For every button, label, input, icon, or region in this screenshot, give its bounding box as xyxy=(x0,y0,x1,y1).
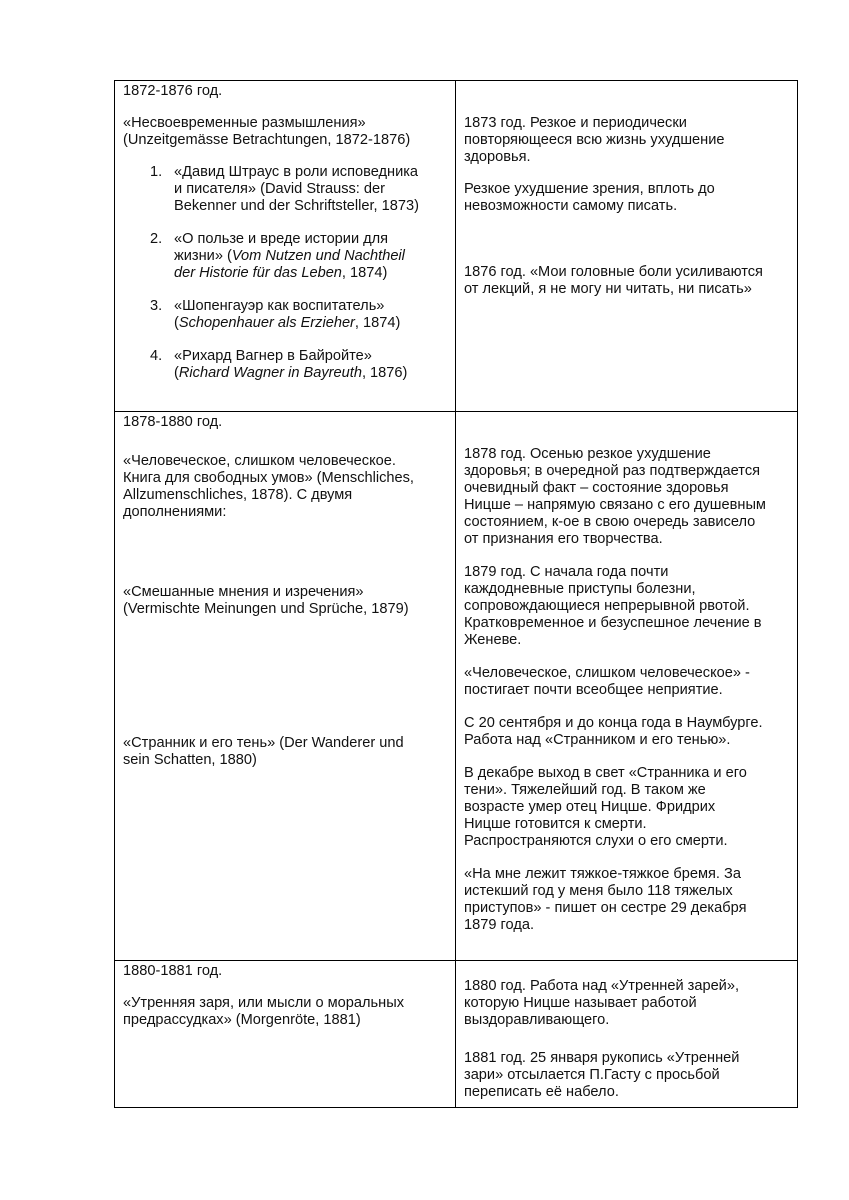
event-text: «На мне лежит тяжкое-тяжкое бремя. За xyxy=(464,866,741,882)
list-item-text: (Schopenhauer als Erzieher, 1874) xyxy=(174,315,401,331)
event-text: здоровья; в очередной раз подтверждается xyxy=(464,463,761,479)
work-text: «Смешанные мнения и изречения» xyxy=(123,584,364,600)
list-item-text: «Давид Штраус в роли исповедника xyxy=(174,164,419,180)
event-text: 1876 год. «Мои головные боли усиливаются xyxy=(464,264,763,280)
period-label: 1880-1881 год. xyxy=(123,963,223,979)
work-title: «Несвоевременные размышления» xyxy=(123,115,366,131)
list-item-text: der Historie für das Leben, 1874) xyxy=(174,265,388,281)
event-text: 1873 год. Резкое и периодически xyxy=(464,115,687,131)
event-text: В декабре выход в свет «Странника и его xyxy=(464,765,747,781)
work-text: Allzumenschliches, 1878). С двумя xyxy=(123,487,353,503)
list-item-text: Bekenner und der Schriftsteller, 1873) xyxy=(174,198,419,214)
row3-right-cell xyxy=(456,961,798,1108)
list-item-text: (Richard Wagner in Bayreuth, 1876) xyxy=(174,365,408,381)
event-text: которую Ницше называет работой xyxy=(464,995,697,1011)
event-text: постигает почти всеобщее неприятие. xyxy=(464,682,723,698)
event-text: приступов» - пишет он сестре 29 декабря xyxy=(464,900,747,916)
chronology-table xyxy=(114,80,798,1108)
event-text: каждодневные приступы болезни, xyxy=(464,581,696,597)
list-item-text: «Рихард Вагнер в Байройте» xyxy=(174,348,372,364)
event-text: С 20 сентября и до конца года в Наумбурге. xyxy=(464,715,763,731)
work-text: Книга для свободных умов» (Menschliches, xyxy=(123,470,414,486)
event-text: тени». Тяжелейший год. В таком же xyxy=(464,782,706,798)
table-row-1878-1880 xyxy=(115,412,798,961)
work-text: «Странник и его тень» (Der Wanderer und xyxy=(123,735,404,751)
row2-right-cell xyxy=(456,412,798,961)
period-label: 1872-1876 год. xyxy=(123,83,223,99)
event-text: зари» отсылается П.Гасту с просьбой xyxy=(464,1067,720,1083)
event-text: сопровождающиеся непрерывной рвотой. xyxy=(464,598,750,614)
work-text: дополнениями: xyxy=(123,504,227,520)
event-text: 1879 год. С начала года почти xyxy=(464,564,669,580)
event-text: от лекций, я не могу ни читать, ни писать» xyxy=(464,281,752,297)
event-text: Распространяются слухи о его смерти. xyxy=(464,833,728,849)
row1-right-cell xyxy=(456,81,798,412)
list-item-text: жизни» (Vom Nutzen und Nachtheil xyxy=(174,248,405,264)
list-item-text: «О пользе и вреде истории для xyxy=(174,231,389,247)
row2-left-cell xyxy=(115,412,456,961)
event-text: Работа над «Странником и его тенью». xyxy=(464,732,731,748)
row3-left-cell xyxy=(115,961,456,1108)
event-text: от признания его творчества. xyxy=(464,531,663,547)
list-number: 3. xyxy=(150,298,163,314)
work-text: «Человеческое, слишком человеческое. xyxy=(123,453,396,469)
work-text: (Vermischte Meinungen und Sprüche, 1879) xyxy=(123,601,409,617)
event-text: «Человеческое, слишком человеческое» - xyxy=(464,665,750,681)
event-text: состоянием, к-ое в свою очередь зависело xyxy=(464,514,756,530)
event-text: здоровья. xyxy=(464,149,531,165)
row1-left-cell xyxy=(115,81,456,412)
event-text: истекший год у меня было 118 тяжелых xyxy=(464,883,733,899)
work-text: «Утренняя заря, или мысли о моральных xyxy=(123,995,404,1011)
list-number: 1. xyxy=(150,164,163,180)
event-text: Кратковременное и безуспешное лечение в xyxy=(464,615,762,631)
event-text: невозможности самому писать. xyxy=(464,198,678,214)
event-text: 1880 год. Работа над «Утренней зарей», xyxy=(464,978,740,994)
work-text: sein Schatten, 1880) xyxy=(123,752,257,768)
work-title-original: (Unzeitgemässe Betrachtungen, 1872-1876) xyxy=(123,132,411,148)
work-text: предрассудках» (Morgenröte, 1881) xyxy=(123,1012,361,1028)
list-number: 2. xyxy=(150,231,163,247)
event-text: очевидный факт – состояние здоровья xyxy=(464,480,729,496)
list-number: 4. xyxy=(150,348,163,364)
period-label: 1878-1880 год. xyxy=(123,414,223,430)
event-text: 1878 год. Осенью резкое ухудшение xyxy=(464,446,711,462)
table-row-1872-1876 xyxy=(115,81,798,412)
event-text: Ницше – напрямую связано с его душевным xyxy=(464,497,766,513)
event-text: Женеве. xyxy=(464,632,522,648)
event-text: переписать её набело. xyxy=(464,1084,619,1100)
event-text: Ницше готовится к смерти. xyxy=(464,816,647,832)
event-text: 1879 года. xyxy=(464,917,535,933)
event-text: возрасте умер отец Ницше. Фридрих xyxy=(464,799,716,815)
table-row-1880-1881 xyxy=(115,961,798,1108)
event-text: повторяющееся всю жизнь ухудшение xyxy=(464,132,725,148)
event-text: 1881 год. 25 января рукопись «Утренней xyxy=(464,1050,740,1066)
event-text: выздоравливающего. xyxy=(464,1012,610,1028)
list-item-text: «Шопенгауэр как воспитатель» xyxy=(174,298,385,314)
list-item-text: и писателя» (David Strauss: der xyxy=(174,181,385,197)
event-text: Резкое ухудшение зрения, вплоть до xyxy=(464,181,715,197)
